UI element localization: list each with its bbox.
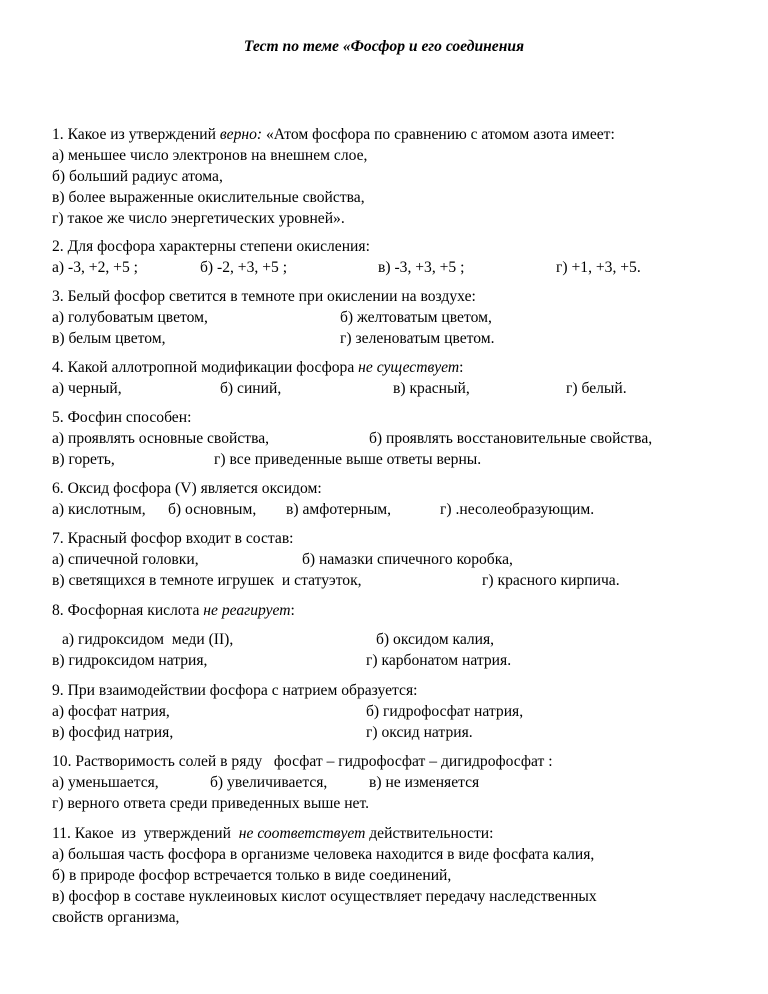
question-2: 2. Для фосфора характерны степени окисления: <box>52 238 370 255</box>
q11-option-c-line-1: в) фосфор в составе нуклеиновых кислот осуществляет передачу наследственных <box>52 888 597 905</box>
q7-option-d: г) красного кирпича. <box>482 572 620 589</box>
q6-option-b: б) основным, <box>168 501 257 518</box>
q9-option-c: в) фосфид натрия, <box>52 724 174 741</box>
q10-option-a: а) уменьшается, <box>52 774 159 791</box>
q10-option-c: в) не изменяется <box>369 774 480 791</box>
q6-option-c: в) амфотерным, <box>286 501 392 518</box>
q2-option-d: г) +1, +3, +5. <box>556 259 641 276</box>
q1-option-d: г) такое же число энергетических уровней». <box>52 210 345 227</box>
q5-option-c: в) гореть, <box>52 451 115 468</box>
q11-option-b: б) в природе фосфор встречается только в виде соединений, <box>52 867 452 884</box>
q7-option-a: а) спичечной головки, <box>52 551 199 568</box>
question-1-rest: «Атом фосфора по сравнению с атомом азота имеет: <box>262 126 615 143</box>
question-4-rest: : <box>459 359 464 376</box>
question-1 <box>52 124 615 145</box>
q6-option-a: а) кислотным, <box>52 501 146 518</box>
question-4-emphasis: не существует <box>358 359 460 376</box>
question-7: 7. Красный фосфор входит в состав: <box>52 530 294 547</box>
question-11-rest: действительности: <box>365 825 494 842</box>
q5-option-a: а) проявлять основные свойства, <box>52 430 270 447</box>
q2-option-b: б) -2, +3, +5 ; <box>200 259 288 276</box>
q10-option-b: б) увеличивается, <box>210 774 328 791</box>
q4-option-c: в) красный, <box>393 380 470 397</box>
question-6: 6. Оксид фосфора (V) является оксидом: <box>52 480 322 497</box>
q2-option-a: а) -3, +2, +5 ; <box>52 259 139 276</box>
question-8-text: 8. Фосфорная кислота <box>52 602 204 619</box>
question-5: 5. Фосфин способен: <box>52 409 192 426</box>
q4-option-a: а) черный, <box>52 380 122 397</box>
q10-option-d: г) верного ответа среди приведенных выше нет. <box>52 795 370 812</box>
q5-option-b: б) проявлять восстановительные свойства, <box>369 430 653 447</box>
question-11-text: 11. Какое из утверждений <box>52 825 239 842</box>
q3-option-a: а) голубоватым цветом, <box>52 309 208 326</box>
q9-option-a: а) фосфат натрия, <box>52 703 170 720</box>
question-1-emphasis: верно: <box>219 126 263 143</box>
question-9: 9. При взаимодействии фосфора с натрием образуется: <box>52 682 418 699</box>
question-4 <box>52 357 464 378</box>
q9-option-b: б) гидрофосфат натрия, <box>366 703 524 720</box>
question-10: 10. Растворимость солей в ряду фосфат – гидрофосфат – дигидрофосфат : <box>52 753 553 770</box>
q1-option-a: а) меньшее число электронов на внешнем слое, <box>52 147 368 164</box>
q1-option-c: в) более выраженные окислительные свойства, <box>52 189 365 206</box>
page-title: Тест по теме «Фосфор и его соединения <box>243 38 525 55</box>
q9-option-d: г) оксид натрия. <box>366 724 473 741</box>
question-8-emphasis: не реагирует <box>203 602 291 619</box>
q11-option-c-line-2: свойств организма, <box>52 909 180 926</box>
q3-option-b: б) желтоватым цветом, <box>340 309 492 326</box>
question-11 <box>52 823 493 844</box>
q7-option-b: б) намазки спичечного коробка, <box>302 551 513 568</box>
q8-option-a: а) гидроксидом меди (II), <box>62 631 234 648</box>
question-4-text: 4. Какой аллотропной модификации фосфора <box>52 359 359 376</box>
q2-option-c: в) -3, +3, +5 ; <box>378 259 465 276</box>
q4-option-d: г) белый. <box>566 380 627 397</box>
q4-option-b: б) синий, <box>220 380 282 397</box>
q8-option-d: г) карбонатом натрия. <box>366 652 512 669</box>
q8-option-c: в) гидроксидом натрия, <box>52 652 208 669</box>
q1-option-b: б) больший радиус атома, <box>52 168 223 185</box>
question-1-text: 1. Какое из утверждений <box>52 126 220 143</box>
question-8 <box>52 600 295 621</box>
question-3: 3. Белый фосфор светится в темноте при окислении на воздухе: <box>52 288 476 305</box>
q3-option-c: в) белым цветом, <box>52 330 166 347</box>
question-11-emphasis: не соответствует <box>238 825 366 842</box>
q11-option-a: а) большая часть фосфора в организме человека находится в виде фосфата калия, <box>52 846 595 863</box>
q6-option-d: г) .несолеобразующим. <box>440 501 595 518</box>
q8-option-b: б) оксидом калия, <box>376 631 495 648</box>
q3-option-d: г) зеленоватым цветом. <box>340 330 495 347</box>
q5-option-d: г) все приведенные выше ответы верны. <box>214 451 482 468</box>
question-8-rest: : <box>290 602 295 619</box>
q7-option-c: в) светящихся в темноте игрушек и статуэток, <box>52 572 362 589</box>
